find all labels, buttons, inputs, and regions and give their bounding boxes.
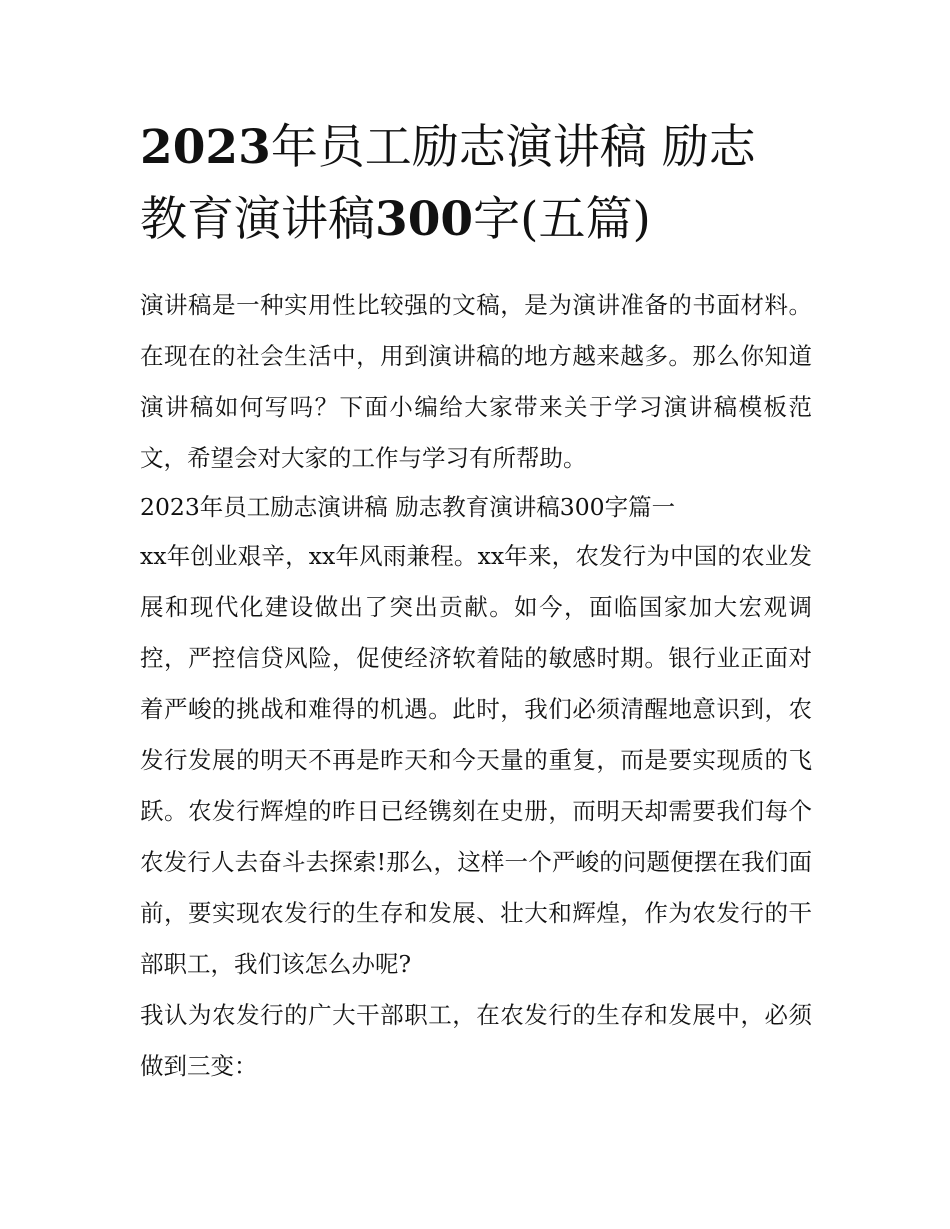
title-line1-text: 年员工励志演讲稿 励志: [270, 120, 756, 175]
body-paragraph: 我认为农发行的广大干部职工，在农发行的生存和发展中，必须做到三变：: [140, 1001, 812, 1080]
document-body: [140, 280, 812, 1092]
title-line2-text-a: 教育演讲稿: [140, 192, 375, 247]
body-paragraph: xx年创业艰辛，xx年风雨兼程。xx年来，农发行为中国的农业发展和现代化建设做出了突出贡献。如今，面临国家加大宏观调控，严控信贷风险，促使经济软着陆的敏感时期。银行业正面对着严峻的挑战和难得的机遇。此时，我们必须清醒地意识到，农发行发展的明天不再是昨天和今天量的重复，而是要实现质的飞跃。农发行辉煌的昨日已经镌刻在史册，而明天却需要我们每个农发行人去奋斗去探索!那么，这样一个严峻的问题便摆在我们面前，要实现农发行的生存和发展、壮大和辉煌，作为农发行的干部职工，我们该怎么办呢?: [140, 542, 812, 978]
title-line2-text-b: 字(五篇): [473, 192, 651, 247]
section-heading: 2023年员工励志演讲稿 励志教育演讲稿300字篇一: [140, 493, 676, 521]
document-content: [140, 112, 812, 1092]
title-year: 2023: [140, 120, 271, 175]
document-title: [140, 112, 812, 256]
title-word-count: 300: [375, 192, 474, 247]
intro-paragraph: 演讲稿是一种实用性比较强的文稿，是为演讲准备的书面材料。在现在的社会生活中，用到演讲稿的地方越来越多。那么你知道演讲稿如何写吗？下面小编给大家带来关于学习演讲稿模板范文，希望会对大家的工作与学习有所帮助。: [140, 291, 812, 472]
